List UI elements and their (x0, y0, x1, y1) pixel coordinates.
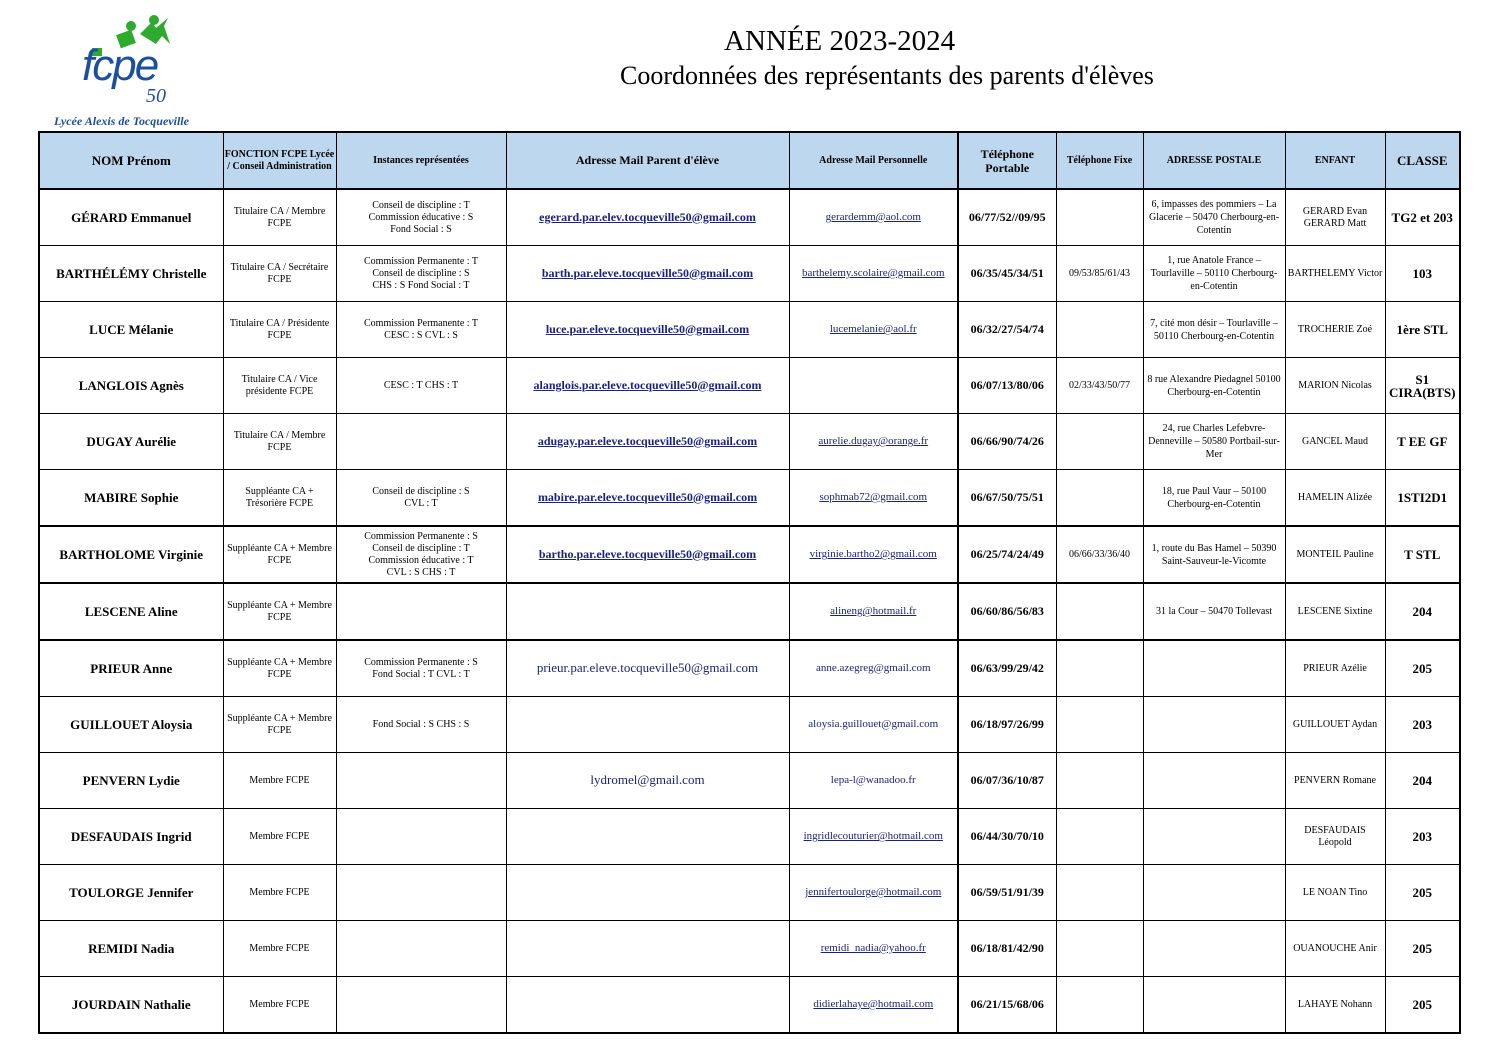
cell-enfant: LAHAYE Nohann (1285, 977, 1385, 1034)
cell-adresse (1143, 753, 1285, 809)
cell-mail-parent (506, 526, 789, 583)
cell-name: GÉRARD Emmanuel (39, 189, 223, 246)
cell-mail-perso (789, 977, 958, 1034)
col-header-enfant: ENFANT (1285, 132, 1385, 189)
cell-mail-parent (506, 640, 789, 697)
cell-mail-perso (789, 809, 958, 865)
table-row (39, 865, 1460, 921)
logo-school: Lycée Alexis de Tocqueville (54, 114, 189, 128)
cell-classe: 204 (1385, 583, 1460, 640)
cell-mail-perso (789, 865, 958, 921)
cell-instances: Commission Permanente : T Conseil de discipline : S CHS : S Fond Social : T (336, 246, 506, 302)
cell-enfant: LESCENE Sixtine (1285, 583, 1385, 640)
cell-name: LESCENE Aline (39, 583, 223, 640)
table-row (39, 246, 1460, 302)
cell-tel-portable: 06/44/30/70/10 (958, 809, 1056, 865)
page-subtitle: Coordonnées des représentants des parents d'élèves (620, 61, 1154, 90)
cell-tel-fixe (1056, 583, 1143, 640)
cell-instances: Commission Permanente : S Conseil de discipline : T Commission éducative : T CVL : S CHS : T (336, 526, 506, 583)
cell-fonction: Suppléante CA + Membre FCPE (223, 640, 336, 697)
cell-adresse (1143, 640, 1285, 697)
cell-tel-fixe (1056, 809, 1143, 865)
col-header-fonction: FONCTION FCPE Lycée / Conseil Administration (223, 132, 336, 189)
cell-mail-perso-link[interactable]: virginie.bartho2@gmail.com (809, 548, 937, 560)
cell-mail-perso-link[interactable]: aurelie.dugay@orange.fr (818, 435, 929, 447)
cell-adresse: 24, rue Charles Lefebvre-Denneville – 50580 Portbail-sur-Mer (1143, 414, 1285, 470)
cell-mail-parent (506, 753, 789, 809)
cell-fonction: Membre FCPE (223, 809, 336, 865)
cell-enfant: GUILLOUET Aydan (1285, 697, 1385, 753)
cell-enfant: GANCEL Maud (1285, 414, 1385, 470)
cell-fonction: Suppléante CA + Membre FCPE (223, 526, 336, 583)
cell-adresse: 18, rue Paul Vaur – 50100 Cherbourg-en-Cotentin (1143, 470, 1285, 527)
page-title: ANNÉE 2023-2024 (724, 25, 956, 57)
table-row (39, 640, 1460, 697)
cell-mail-parent (506, 189, 789, 246)
table-row (39, 753, 1460, 809)
cell-mail-parent (506, 977, 789, 1034)
cell-mail-perso-link[interactable]: sophmab72@gmail.com (819, 491, 928, 503)
cell-name: MABIRE Sophie (39, 470, 223, 527)
cell-fonction: Titulaire CA / Membre FCPE (223, 414, 336, 470)
cell-mail-perso (789, 470, 958, 527)
cell-tel-portable: 06/21/15/68/06 (958, 977, 1056, 1034)
cell-mail-parent-link[interactable]: mabire.par.eleve.tocqueville50@gmail.com (537, 489, 758, 504)
cell-enfant: TROCHERIE Zoé (1285, 302, 1385, 358)
cell-mail-parent-link[interactable]: barth.par.eleve.tocqueville50@gmail.com (541, 265, 754, 280)
col-header-adresse: ADRESSE POSTALE (1143, 132, 1285, 189)
cell-classe: TG2 et 203 (1385, 189, 1460, 246)
cell-fonction: Titulaire CA / Vice présidente FCPE (223, 358, 336, 414)
cell-mail-perso-link[interactable]: anne.azegreg@gmail.com (815, 662, 931, 674)
table-row (39, 358, 1460, 414)
cell-instances (336, 753, 506, 809)
table-row (39, 977, 1460, 1034)
cell-enfant: PENVERN Romane (1285, 753, 1385, 809)
cell-mail-perso (789, 697, 958, 753)
table-row (39, 302, 1460, 358)
table-row (39, 921, 1460, 977)
cell-tel-fixe (1056, 753, 1143, 809)
cell-tel-fixe (1056, 977, 1143, 1034)
col-header-mail-parent: Adresse Mail Parent d'élève (506, 132, 789, 189)
cell-tel-portable: 06/59/51/91/39 (958, 865, 1056, 921)
representatives-table (38, 131, 1461, 1034)
cell-name: PRIEUR Anne (39, 640, 223, 697)
cell-mail-perso (789, 526, 958, 583)
cell-instances (336, 583, 506, 640)
cell-enfant: HAMELIN Alizée (1285, 470, 1385, 527)
table-row (39, 470, 1460, 527)
col-header-name: NOM Prénom (39, 132, 223, 189)
table-row (39, 809, 1460, 865)
cell-tel-fixe (1056, 697, 1143, 753)
cell-mail-parent (506, 246, 789, 302)
cell-name: LANGLOIS Agnès (39, 358, 223, 414)
cell-classe: 103 (1385, 246, 1460, 302)
cell-classe: 1STI2D1 (1385, 470, 1460, 527)
cell-fonction: Titulaire CA / Présidente FCPE (223, 302, 336, 358)
cell-tel-fixe (1056, 640, 1143, 697)
cell-classe: 205 (1385, 865, 1460, 921)
cell-adresse: 7, cité mon désir – Tourlaville – 50110 Cherbourg-en-Cotentin (1143, 302, 1285, 358)
cell-classe: 205 (1385, 977, 1460, 1034)
cell-fonction: Membre FCPE (223, 865, 336, 921)
cell-enfant: MARION Nicolas (1285, 358, 1385, 414)
cell-tel-fixe (1056, 302, 1143, 358)
cell-instances (336, 977, 506, 1034)
cell-mail-perso (789, 246, 958, 302)
cell-mail-perso-link[interactable]: jennifertoulorge@hotmail.com (805, 886, 942, 898)
cell-mail-perso (789, 189, 958, 246)
cell-mail-perso-link[interactable]: gerardemm@aol.com (825, 211, 921, 223)
cell-tel-portable: 06/67/50/75/51 (958, 470, 1056, 527)
cell-mail-perso (789, 583, 958, 640)
cell-fonction: Membre FCPE (223, 921, 336, 977)
cell-enfant: PRIEUR Azélie (1285, 640, 1385, 697)
col-header-tel-fixe: Téléphone Fixe (1056, 132, 1143, 189)
cell-adresse: 31 la Cour – 50470 Tollevast (1143, 583, 1285, 640)
cell-mail-perso (789, 921, 958, 977)
cell-mail-parent (506, 414, 789, 470)
cell-mail-parent-link[interactable]: lydromel@gmail.com (590, 772, 705, 787)
table-row (39, 526, 1460, 583)
cell-name: GUILLOUET Aloysia (39, 697, 223, 753)
cell-tel-fixe (1056, 470, 1143, 527)
cell-instances: Commission Permanente : S Fond Social : T CVL : T (336, 640, 506, 697)
cell-tel-fixe: 02/33/43/50/77 (1056, 358, 1143, 414)
cell-mail-perso-link[interactable]: lucemelanie@aol.fr (829, 323, 917, 335)
cell-tel-fixe (1056, 189, 1143, 246)
cell-name: DUGAY Aurélie (39, 414, 223, 470)
cell-enfant: DESFAUDAIS Léopold (1285, 809, 1385, 865)
cell-classe: S1 CIRA(BTS) (1385, 358, 1460, 414)
cell-name: TOULORGE Jennifer (39, 865, 223, 921)
cell-mail-parent-link[interactable]: egerard.par.elev.tocqueville50@gmail.com (539, 209, 756, 224)
cell-classe: 1ère STL (1385, 302, 1460, 358)
cell-mail-perso-link[interactable]: didierlahaye@hotmail.com (813, 998, 934, 1010)
table-row (39, 189, 1460, 246)
cell-mail-parent (506, 809, 789, 865)
cell-tel-portable: 06/35/45/34/51 (958, 246, 1056, 302)
cell-classe: 204 (1385, 753, 1460, 809)
cell-mail-parent-link[interactable]: luce.par.eleve.tocqueville50@gmail.com (545, 321, 750, 336)
cell-adresse: 1, route du Bas Hamel – 50390 Saint-Sauveur-le-Vicomte (1143, 526, 1285, 583)
cell-adresse (1143, 697, 1285, 753)
cell-tel-portable: 06/32/27/54/74 (958, 302, 1056, 358)
table-header-row (39, 132, 1460, 189)
cell-tel-fixe (1056, 921, 1143, 977)
cell-tel-portable: 06/25/74/24/49 (958, 526, 1056, 583)
cell-instances (336, 414, 506, 470)
cell-tel-portable: 06/63/99/29/42 (958, 640, 1056, 697)
cell-fonction: Membre FCPE (223, 977, 336, 1034)
cell-mail-parent (506, 583, 789, 640)
cell-mail-perso-link[interactable]: remidi_nadia@yahoo.fr (820, 942, 926, 954)
cell-mail-perso (789, 414, 958, 470)
cell-tel-fixe (1056, 414, 1143, 470)
cell-name: BARTHOLOME Virginie (39, 526, 223, 583)
cell-tel-portable: 06/18/97/26/99 (958, 697, 1056, 753)
cell-classe: 205 (1385, 921, 1460, 977)
col-header-instances: Instances représentées (336, 132, 506, 189)
logo-number: 50 (146, 85, 166, 107)
cell-mail-perso (789, 302, 958, 358)
cell-fonction: Suppléante CA + Membre FCPE (223, 697, 336, 753)
cell-fonction: Suppléante CA + Membre FCPE (223, 583, 336, 640)
table-row (39, 697, 1460, 753)
cell-mail-parent-link[interactable]: prieur.par.eleve.tocqueville50@gmail.com (536, 660, 759, 675)
cell-enfant: OUANOUCHE Anir (1285, 921, 1385, 977)
cell-mail-parent (506, 358, 789, 414)
cell-mail-perso-link[interactable]: barthelemy.scolaire@gmail.com (801, 267, 945, 279)
cell-classe: T STL (1385, 526, 1460, 583)
cell-adresse (1143, 865, 1285, 921)
cell-adresse: 6, impasses des pommiers – La Glacerie – 50470 Cherbourg-en-Cotentin (1143, 189, 1285, 246)
cell-mail-perso-link[interactable]: lepa-l@wanadoo.fr (830, 774, 916, 786)
cell-name: PENVERN Lydie (39, 753, 223, 809)
cell-name: JOURDAIN Nathalie (39, 977, 223, 1034)
cell-adresse (1143, 809, 1285, 865)
cell-tel-portable: 06/07/13/80/06 (958, 358, 1056, 414)
cell-tel-portable: 06/07/36/10/87 (958, 753, 1056, 809)
cell-instances (336, 809, 506, 865)
cell-instances (336, 865, 506, 921)
cell-enfant: MONTEIL Pauline (1285, 526, 1385, 583)
cell-classe: 205 (1385, 640, 1460, 697)
cell-mail-perso (789, 640, 958, 697)
cell-tel-portable: 06/77/52//09/95 (958, 189, 1056, 246)
cell-tel-fixe (1056, 865, 1143, 921)
cell-mail-parent (506, 921, 789, 977)
cell-instances: CESC : T CHS : T (336, 358, 506, 414)
cell-tel-portable: 06/66/90/74/26 (958, 414, 1056, 470)
cell-enfant: GERARD Evan GERARD Matt (1285, 189, 1385, 246)
cell-adresse (1143, 921, 1285, 977)
cell-fonction: Titulaire CA / Secrétaire FCPE (223, 246, 336, 302)
cell-mail-perso-link[interactable]: aloysia.guillouet@gmail.com (808, 718, 939, 730)
cell-fonction: Membre FCPE (223, 753, 336, 809)
cell-instances (336, 921, 506, 977)
cell-tel-portable: 06/18/81/42/90 (958, 921, 1056, 977)
table-row (39, 414, 1460, 470)
cell-mail-parent-link[interactable]: alanglois.par.eleve.tocqueville50@gmail.com (533, 377, 762, 392)
cell-tel-fixe: 09/53/85/61/43 (1056, 246, 1143, 302)
cell-mail-perso (789, 753, 958, 809)
cell-tel-portable: 06/60/86/56/83 (958, 583, 1056, 640)
cell-mail-parent (506, 697, 789, 753)
cell-instances: Conseil de discipline : S CVL : T (336, 470, 506, 527)
cell-classe: 203 (1385, 697, 1460, 753)
table-row (39, 583, 1460, 640)
cell-instances: Commission Permanente : T CESC : S CVL : S (336, 302, 506, 358)
cell-adresse (1143, 977, 1285, 1034)
cell-fonction: Titulaire CA / Membre FCPE (223, 189, 336, 246)
cell-adresse: 1, rue Anatole France – Tourlaville – 50110 Cherbourg-en-Cotentin (1143, 246, 1285, 302)
cell-instances: Fond Social : S CHS : S (336, 697, 506, 753)
cell-mail-parent (506, 470, 789, 527)
cell-mail-perso-link[interactable]: alineng@hotmail.fr (830, 605, 917, 617)
cell-classe: T EE GF (1385, 414, 1460, 470)
cell-mail-parent (506, 302, 789, 358)
cell-name: BARTHÉLÉMY Christelle (39, 246, 223, 302)
cell-tel-fixe: 06/66/33/36/40 (1056, 526, 1143, 583)
cell-fonction: Suppléante CA + Trésorière FCPE (223, 470, 336, 527)
cell-mail-perso (789, 358, 958, 414)
cell-adresse: 8 rue Alexandre Piedagnel 50100 Cherbourg-en-Cotentin (1143, 358, 1285, 414)
cell-mail-parent (506, 865, 789, 921)
col-header-classe: CLASSE (1385, 132, 1460, 189)
logo-brand: fcpe (82, 41, 158, 90)
cell-instances: Conseil de discipline : T Commission éducative : S Fond Social : S (336, 189, 506, 246)
cell-classe: 203 (1385, 809, 1460, 865)
cell-enfant: LE NOAN Tino (1285, 865, 1385, 921)
col-header-tel-portable: Téléphone Portable (958, 132, 1056, 189)
cell-name: DESFAUDAIS Ingrid (39, 809, 223, 865)
cell-name: REMIDI Nadia (39, 921, 223, 977)
cell-mail-perso-link[interactable]: ingridlecouturier@hotmail.com (803, 830, 943, 842)
cell-mail-parent-link[interactable]: adugay.par.eleve.tocqueville50@gmail.com (537, 433, 758, 448)
col-header-mail-perso: Adresse Mail Personnelle (789, 132, 958, 189)
cell-enfant: BARTHELEMY Victor (1285, 246, 1385, 302)
fcpe-logo (52, 14, 212, 130)
cell-mail-parent-link[interactable]: bartho.par.eleve.tocqueville50@gmail.com (538, 546, 757, 561)
cell-name: LUCE Mélanie (39, 302, 223, 358)
